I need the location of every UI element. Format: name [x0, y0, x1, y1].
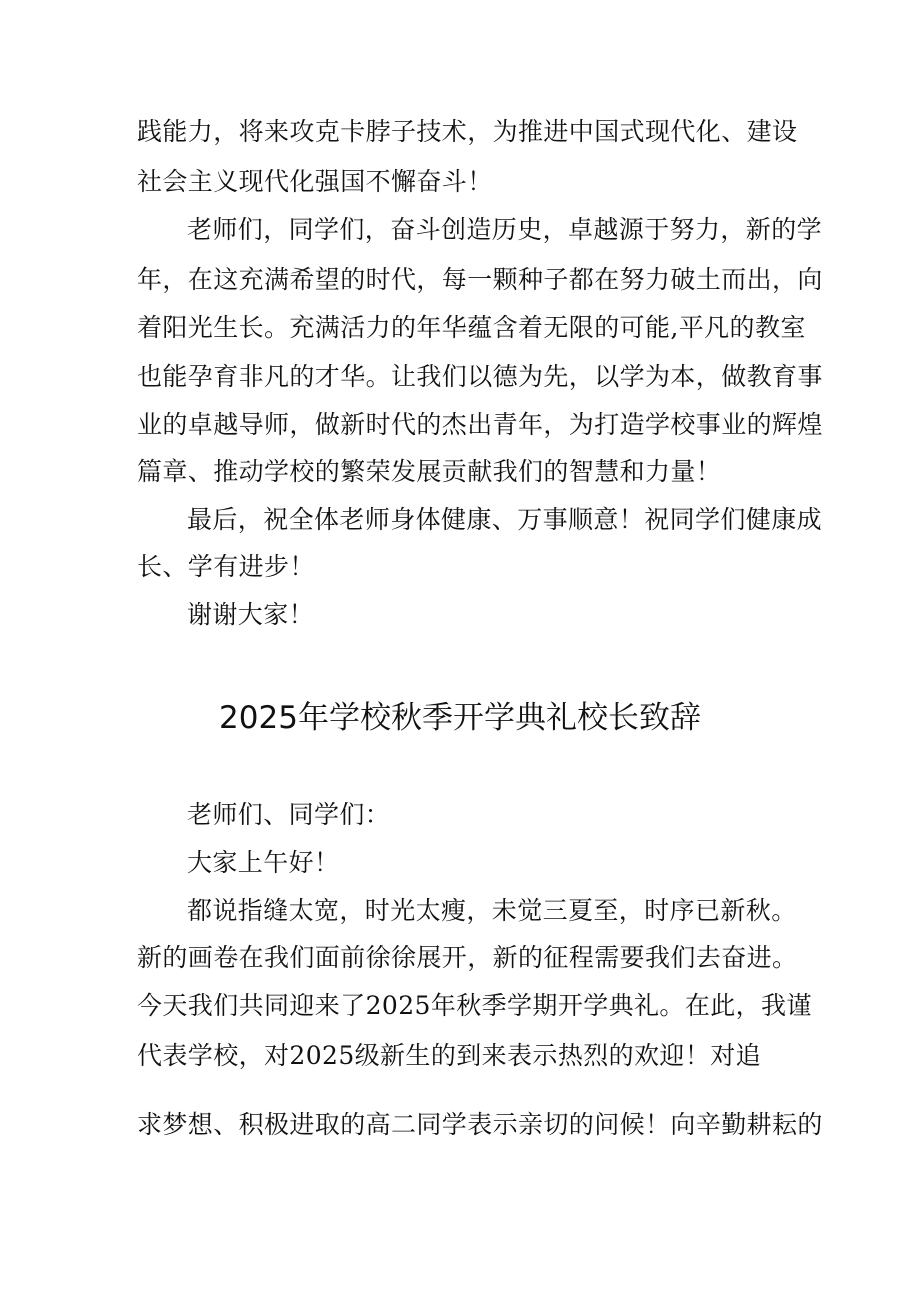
text-line: 新的画卷在我们面前徐徐展开，新的征程需要我们去奋进。: [137, 943, 798, 972]
text-line: 大家上午好！: [187, 848, 340, 877]
speech-title: 2025年学校秋季开学典礼校长致辞: [219, 700, 701, 736]
text-line: 着阳光生长。充满活力的年华蕴含着无限的可能,平凡的教室: [137, 313, 806, 342]
text-line: 今天我们共同迎来了2025年秋季学期开学典礼。在此，我谨: [137, 991, 812, 1020]
text-line: 篇章、推动学校的繁荣发展贡献我们的智慧和力量！: [137, 457, 722, 486]
text-line: 也能孕育非凡的才华。让我们以德为先，以学为本，做教育事: [137, 362, 823, 391]
text-line: 代表学校，对2025级新生的到来表示热烈的欢迎！对追: [137, 1041, 762, 1070]
text-line: 谢谢大家！: [187, 600, 315, 629]
text-line: 老师们，同学们，奋斗创造历史，卓越源于努力，新的学: [187, 215, 823, 244]
text-line: 业的卓越导师，做新时代的杰出青年，为打造学校事业的辉煌: [137, 410, 823, 439]
text-line: 年，在这充满希望的时代，每一颗种子都在努力破土而出，向: [137, 265, 823, 294]
text-line: 践能力，将来攻克卡脖子技术，为推进中国式现代化、建设: [137, 117, 798, 146]
text-line: 都说指缝太宽，时光太瘦，未觉三夏至，时序已新秋。: [187, 896, 797, 925]
text-line: 老师们、同学们：: [187, 800, 391, 829]
text-line: 求梦想、积极进取的高二同学表示亲切的问候！向辛勤耕耘的: [137, 1110, 823, 1139]
text-line: 长、学有进步！: [137, 552, 315, 581]
text-line: 社会主义现代化强国不懈奋斗！: [137, 167, 493, 196]
text-line: 最后，祝全体老师身体健康、万事顺意！祝同学们健康成: [187, 505, 823, 534]
